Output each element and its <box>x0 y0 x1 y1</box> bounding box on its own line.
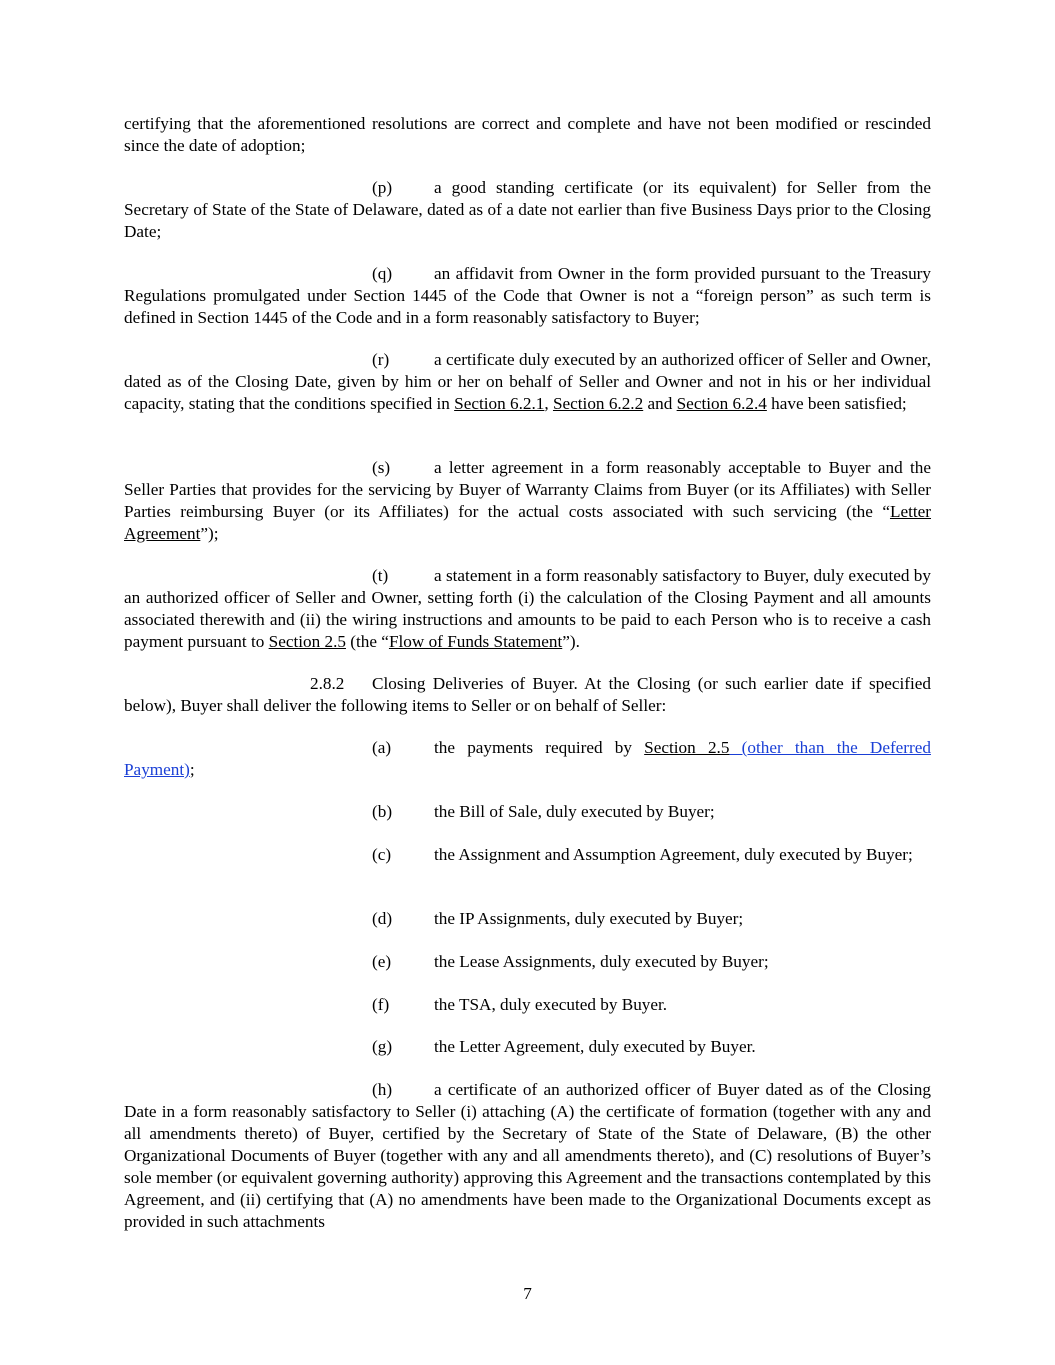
clause-e: (e) the Lease Assignments, duly executed by Buyer; <box>372 952 769 971</box>
clause-c: (c) the Assignment and Assumption Agreement, duly executed by Buyer; <box>372 845 913 864</box>
section-2-5-link-a[interactable]: Section 2.5 <box>644 738 730 757</box>
letter-agreement-term: Letter Agreement <box>124 502 931 543</box>
section-2-5-link[interactable]: Section 2.5 <box>268 632 346 651</box>
section-6-2-4-link[interactable]: Section 6.2.4 <box>676 394 767 413</box>
clause-a: (a) the payments required by Section 2.5 (other than the Deferred Payment); <box>124 738 931 779</box>
inserted-revision-text: (other than the Deferred Payment) <box>124 738 931 779</box>
clause-c-mark: (c) <box>372 845 392 864</box>
clause-a-mark: (a) <box>372 738 392 757</box>
clause-q: (q) an affidavit from Owner in the form provided pursuant to the Treasury Regulations promulgated under Section 1445 of the Code that Owner is not a “foreign person” as such term is defined in Section 1445 of the Code and in a form reasonably satisfactory to Buyer; <box>124 264 931 327</box>
section-2-8-2: 2.8.2 Closing Deliveries of Buyer. At the Closing (or such earlier date if specified below), Buyer shall deliver the following items to Seller or on behalf of Seller: <box>124 674 931 715</box>
clause-q-mark: (q) <box>372 264 393 283</box>
clause-s-mark: (s) <box>372 458 391 477</box>
page-number: 7 <box>523 1284 532 1303</box>
clause-h: (h) a certificate of an authorized officer of Buyer dated as of the Closing Date in a form reasonably satisfactory to Seller (i) attaching (A) the certificate of formation (together with any and all amendments thereto) of Buyer, certified by the Secretary of State of the State of Delaware, (B) the other Organizational Documents of Buyer (together with any and all amendments thereto), and (C) resolutions of Buyer’s sole member (or equivalent governing authority) approving this Agreement and the transactions contemplated by this Agreement, and (ii) certifying that (A) no amendments have been made to the Organizational Documents except as provided in such attachments <box>124 1080 931 1231</box>
clause-g: (g) the Letter Agreement, duly executed by Buyer. <box>372 1037 756 1056</box>
section-2-8-2-number: 2.8.2 <box>310 674 345 693</box>
clause-d: (d) the IP Assignments, duly executed by Buyer; <box>372 909 744 928</box>
clause-s: (s) a letter agreement in a form reasonably acceptable to Buyer and the Seller Parties that provides for the servicing by Buyer of Warranty Claims from Buyer (or its Affiliates) with Seller Parties reimbursing Buyer (or its Affiliates) for the actual costs associated with such servicing (the “Letter Agreement”); <box>124 458 931 543</box>
clause-f-mark: (f) <box>372 995 390 1014</box>
clause-p: (p) a good standing certificate (or its equivalent) for Seller from the Secretary of State of the State of Delaware, dated as of a date not earlier than five Business Days prior to the Closing Date; <box>124 178 931 241</box>
clause-b: (b) the Bill of Sale, duly executed by Buyer; <box>372 802 715 821</box>
clause-r: (r) a certificate duly executed by an authorized officer of Seller and Owner, dated as of the Closing Date, given by him or her on behalf of Seller and Owner and not in his or her individual capacity, stating that the conditions specified in Section 6.2.1, Section 6.2.2 and Section 6.2.4 have been satisfied; <box>124 350 931 413</box>
carryover-paragraph: certifying that the aforementioned resolutions are correct and complete and have not been modified or rescinded since the date of adoption; <box>124 114 931 155</box>
clause-h-mark: (h) <box>372 1080 393 1099</box>
clause-t-mark: (t) <box>372 566 389 585</box>
section-6-2-2-link[interactable]: Section 6.2.2 <box>552 394 644 413</box>
clause-t: (t) a statement in a form reasonably satisfactory to Buyer, duly executed by an authorized officer of Seller and Owner, setting forth (i) the calculation of the Closing Payment and all amounts associated therewith and (ii) the wiring instructions and amounts to be paid to each Person who is to receive a cash payment pursuant to Section 2.5 (the “Flow of Funds Statement”). <box>124 566 931 651</box>
clause-r-mark: (r) <box>372 350 390 369</box>
clause-p-mark: (p) <box>372 178 393 197</box>
clause-g-mark: (g) <box>372 1037 393 1056</box>
clause-e-mark: (e) <box>372 952 392 971</box>
clause-f: (f) the TSA, duly executed by Buyer. <box>372 995 668 1014</box>
section-6-2-1-link[interactable]: Section 6.2.1 <box>454 394 545 413</box>
clause-d-mark: (d) <box>372 909 393 928</box>
clause-b-mark: (b) <box>372 802 393 821</box>
flow-of-funds-term: Flow of Funds Statement <box>388 632 563 651</box>
